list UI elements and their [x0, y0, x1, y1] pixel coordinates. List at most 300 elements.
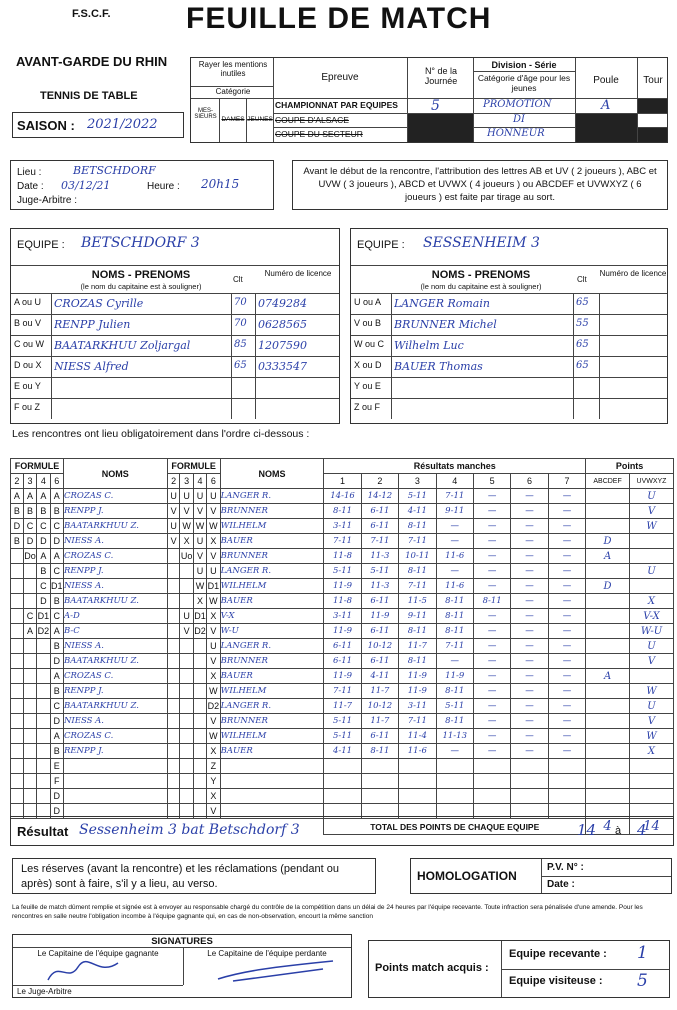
formule-letter: C — [50, 564, 63, 579]
manche-score: 8-11 — [436, 609, 473, 624]
manche-score: 6-11 — [361, 504, 398, 519]
formule-letter — [167, 654, 180, 669]
cell-divider — [231, 357, 232, 377]
formule-letter: W — [180, 519, 193, 534]
formule-letter — [37, 669, 50, 684]
player-b-name: WILHELM — [220, 519, 324, 534]
manche-score: — — [548, 714, 585, 729]
manche-score — [361, 759, 398, 774]
manche-score — [361, 774, 398, 789]
formule-letter: W — [207, 684, 220, 699]
formule-letter: D1 — [207, 579, 220, 594]
player-letter: B ou V — [14, 318, 42, 328]
formule-letter — [11, 699, 24, 714]
resultat-score-a: 14 — [577, 821, 597, 839]
formule-letter: V — [180, 504, 193, 519]
point-team-a: D — [586, 534, 630, 549]
manche-score: 9-11 — [436, 504, 473, 519]
player-a-name: B-C — [63, 624, 167, 639]
saison-box — [12, 112, 184, 138]
noms-header-right: NOMS — [220, 459, 324, 489]
team-b-player-row — [351, 398, 667, 419]
manche-score: 8-11 — [399, 564, 436, 579]
manche-score: 8-11 — [361, 744, 398, 759]
manche-score: 8-11 — [436, 624, 473, 639]
homologation-label: HOMOLOGATION — [417, 869, 517, 883]
result-row — [11, 534, 674, 549]
manche-score: — — [548, 609, 585, 624]
manche-score: 8-11 — [436, 714, 473, 729]
result-row — [11, 639, 674, 654]
juge-label: Juge-Arbitre : — [17, 195, 78, 206]
formule-letter — [37, 639, 50, 654]
manche-score — [511, 759, 548, 774]
formule-letter: D1 — [193, 609, 206, 624]
formule-letter — [11, 774, 24, 789]
formule-letter: W — [207, 519, 220, 534]
cell-divider — [573, 315, 574, 335]
manche-score: — — [473, 744, 510, 759]
team-a-player-row — [11, 335, 339, 356]
formule-letter: B — [50, 639, 63, 654]
cell-divider — [231, 315, 232, 335]
team-a-player-row — [11, 356, 339, 377]
formule-letter: V — [207, 654, 220, 669]
formule-letter: U — [207, 564, 220, 579]
formule-letter: B — [50, 594, 63, 609]
formule-letter: U — [193, 489, 206, 504]
formule-letter — [11, 684, 24, 699]
manche-score: 5-11 — [324, 564, 361, 579]
manche-score: 6-11 — [324, 639, 361, 654]
formule-letter: D — [50, 714, 63, 729]
lieu-value: BETSCHDORF — [73, 164, 156, 177]
cell-divider — [599, 399, 600, 419]
point-team-a — [586, 684, 630, 699]
jeunes-label: JEUNES — [247, 116, 273, 123]
point-team-b: X — [629, 744, 673, 759]
manche-score — [473, 759, 510, 774]
cell-divider — [255, 294, 256, 314]
formule-letter — [180, 639, 193, 654]
player-b-name: WILHELM — [220, 579, 324, 594]
manche-score: — — [473, 729, 510, 744]
sig-gagnante-label: Le Capitaine de l'équipe gagnante — [37, 949, 159, 958]
formule-letter — [180, 714, 193, 729]
team-a-player-row — [11, 377, 339, 398]
formule-letter — [37, 684, 50, 699]
manche-score: — — [548, 729, 585, 744]
player-b-name: BAUER — [220, 534, 324, 549]
manche-score: — — [511, 489, 548, 504]
heure-value: 20h15 — [201, 177, 240, 191]
player-name: CROZAS Cyrille — [54, 297, 144, 310]
player-letter: Y ou E — [354, 381, 381, 391]
formule-letter — [193, 699, 206, 714]
date-value: 03/12/21 — [61, 179, 111, 192]
result-row — [11, 489, 674, 504]
cell-divider — [231, 336, 232, 356]
formule-letter — [23, 699, 36, 714]
player-b-name: V-X — [220, 609, 324, 624]
player-a-name: NIESS A. — [63, 639, 167, 654]
result-row — [11, 714, 674, 729]
formule-letter — [11, 744, 24, 759]
point-team-b: W — [629, 729, 673, 744]
formule-letter — [11, 729, 24, 744]
formule-letter: V — [167, 504, 180, 519]
resultats-header: Résultats manches — [324, 459, 586, 474]
manche-score: — — [436, 519, 473, 534]
division-value-2: DI — [513, 114, 525, 125]
formule-letter — [23, 714, 36, 729]
formule-letter — [167, 759, 180, 774]
formule-letter — [167, 669, 180, 684]
player-b-name: LANGER R. — [220, 489, 324, 504]
cell-divider — [231, 378, 232, 398]
player-licence: 0628565 — [258, 318, 307, 331]
manche-score — [548, 759, 585, 774]
cell-divider — [51, 336, 52, 356]
result-row — [11, 594, 674, 609]
manche-score: 11-6 — [436, 579, 473, 594]
formule-letter: C — [50, 519, 63, 534]
category-box — [190, 57, 668, 143]
cell-divider — [255, 315, 256, 335]
player-b-name: W-U — [220, 624, 324, 639]
player-a-name: BAATARKHUU Z. — [63, 699, 167, 714]
manche-score: — — [548, 699, 585, 714]
manche-score: 5-11 — [399, 489, 436, 504]
manche-score: 7-11 — [324, 684, 361, 699]
player-b-name: LANGER R. — [220, 699, 324, 714]
formule-letter — [180, 594, 193, 609]
team-a-clt-header: Clt — [233, 275, 243, 284]
formule-col-num: 3 — [23, 474, 36, 489]
pv-label: P.V. N° : — [547, 862, 584, 873]
formule-letter: Uo — [180, 549, 193, 564]
formule-letter — [193, 684, 206, 699]
formule-letter — [37, 714, 50, 729]
manche-score: 6-11 — [361, 594, 398, 609]
manche-score: 11-9 — [324, 624, 361, 639]
player-letter: Z ou F — [354, 402, 381, 412]
player-a-name: BAATARKHUU Z. — [63, 519, 167, 534]
team-b-player-row — [351, 377, 667, 398]
categorie-age-header: Catégorie d'âge pour les jeunes — [477, 73, 571, 93]
manche-score: — — [436, 654, 473, 669]
formule-letter: X — [193, 594, 206, 609]
manche-score: 11-9 — [324, 669, 361, 684]
signature-gagnante-mark — [43, 955, 123, 985]
manche-score: — — [473, 504, 510, 519]
cell-divider — [599, 336, 600, 356]
manche-score: 7-11 — [399, 579, 436, 594]
order-note: Les rencontres ont lieu obligatoirement dans l'ordre ci-dessous : — [12, 428, 310, 440]
formule-letter: U — [207, 639, 220, 654]
cell-divider — [391, 378, 392, 398]
resultat-score-b: 4 — [637, 821, 647, 839]
poule-header: Poule — [593, 75, 619, 86]
result-row — [11, 579, 674, 594]
team-b-player-row — [351, 335, 667, 356]
manche-score — [511, 789, 548, 804]
team-a-player-row — [11, 314, 339, 335]
point-team-b — [629, 789, 673, 804]
club-name: AVANT-GARDE DU RHIN — [16, 54, 168, 69]
cell-divider — [231, 294, 232, 314]
formule-letter: V — [207, 504, 220, 519]
signature-perdante-mark — [213, 957, 343, 985]
formule-letter: U — [167, 519, 180, 534]
manche-score: 8-11 — [399, 654, 436, 669]
formule-letter — [37, 789, 50, 804]
point-team-b: W — [629, 519, 673, 534]
team-a-player-row — [11, 293, 339, 314]
manche-score: 14-12 — [361, 489, 398, 504]
epreuve-championnat: CHAMPIONNAT PAR EQUIPES — [275, 100, 398, 110]
formule-letter: D2 — [207, 699, 220, 714]
signatures-box — [12, 934, 352, 998]
player-letter: E ou Y — [14, 381, 41, 391]
formule-letter — [167, 564, 180, 579]
formule-letter — [11, 789, 24, 804]
result-row — [11, 774, 674, 789]
formule-letter — [23, 564, 36, 579]
formule-letter — [180, 684, 193, 699]
formule-letter: U — [180, 489, 193, 504]
manche-score: 7-11 — [436, 639, 473, 654]
team-b-player-row — [351, 314, 667, 335]
point-team-b: W-U — [629, 624, 673, 639]
manche-score — [473, 789, 510, 804]
formule-letter: D1 — [50, 579, 63, 594]
formule-letter — [193, 639, 206, 654]
point-team-b — [629, 534, 673, 549]
cell-divider — [391, 294, 392, 314]
manche-score: — — [511, 714, 548, 729]
manche-score — [399, 774, 436, 789]
manche-score — [399, 789, 436, 804]
manche-score: — — [511, 729, 548, 744]
formule-letter: W — [207, 729, 220, 744]
manche-col-num: 4 — [436, 474, 473, 489]
player-clt: 65 — [576, 339, 589, 350]
manche-score: — — [473, 654, 510, 669]
player-clt: 65 — [576, 297, 589, 308]
manche-score — [324, 789, 361, 804]
manche-score: 11-4 — [399, 729, 436, 744]
manche-score: 11-8 — [324, 549, 361, 564]
formule-letter — [167, 729, 180, 744]
cell-divider — [573, 336, 574, 356]
formule-col-num: 4 — [193, 474, 206, 489]
resultat-label: Résultat — [17, 824, 69, 839]
sport-name: TENNIS DE TABLE — [40, 90, 138, 102]
formule-letter — [37, 699, 50, 714]
manche-score: 6-11 — [361, 729, 398, 744]
player-clt: 85 — [234, 339, 247, 350]
journee-value: 5 — [431, 98, 440, 114]
manche-score — [436, 774, 473, 789]
player-a-name: RENPP J. — [63, 564, 167, 579]
points-match-box — [368, 940, 670, 998]
formule-letter — [180, 729, 193, 744]
formule-letter — [11, 549, 24, 564]
point-team-b: X — [629, 594, 673, 609]
signatures-title: SIGNATURES — [151, 936, 213, 947]
homologation-date-label: Date : — [547, 879, 575, 890]
formule-letter: D — [50, 534, 63, 549]
player-a-name: CROZAS C. — [63, 489, 167, 504]
team-b-name: SESSENHEIM 3 — [423, 235, 540, 251]
manche-score: — — [511, 579, 548, 594]
formule-letter — [167, 639, 180, 654]
cell-divider — [599, 294, 600, 314]
formule-letter: A — [37, 489, 50, 504]
date-label: Date : — [17, 181, 44, 192]
manche-score: — — [548, 624, 585, 639]
manche-score: 4-11 — [324, 744, 361, 759]
team-b-noms-header: NOMS - PRENOMS — [431, 269, 531, 281]
team-a-box — [10, 228, 340, 424]
formule-letter — [23, 759, 36, 774]
formule-letter: V — [207, 714, 220, 729]
manche-score: — — [548, 654, 585, 669]
formule-letter — [167, 789, 180, 804]
player-name: BAUER Thomas — [394, 360, 483, 373]
cell-divider — [391, 315, 392, 335]
formule-letter — [193, 729, 206, 744]
epreuve-coupe-secteur: COUPE DU SECTEUR — [275, 129, 363, 139]
team-b-licence-header: Numéro de licence — [599, 269, 667, 278]
cell-divider — [599, 357, 600, 377]
manche-score: — — [473, 624, 510, 639]
manche-score: 8-11 — [473, 594, 510, 609]
cell-divider — [391, 357, 392, 377]
result-row — [11, 609, 674, 624]
formule-letter: D — [50, 789, 63, 804]
manche-score: — — [548, 669, 585, 684]
categorie-header: Catégorie — [215, 87, 251, 96]
manche-score: — — [436, 534, 473, 549]
manche-score: — — [548, 564, 585, 579]
formule-letter — [11, 714, 24, 729]
total-team-a: 4 — [586, 819, 630, 835]
manche-score: — — [511, 654, 548, 669]
formule-letter: V — [193, 549, 206, 564]
formule-col-num: 6 — [50, 474, 63, 489]
formule-letter — [23, 654, 36, 669]
point-team-a — [586, 489, 630, 504]
point-team-b — [629, 759, 673, 774]
player-a-name: BAATARKHUU Z. — [63, 654, 167, 669]
formule-letter: D2 — [193, 624, 206, 639]
point-team-a — [586, 774, 630, 789]
manche-score: — — [548, 639, 585, 654]
manche-score: 3-11 — [399, 699, 436, 714]
recevante-value: 1 — [637, 943, 648, 963]
formule-letter — [180, 579, 193, 594]
manche-score: — — [473, 669, 510, 684]
points-header: Points — [586, 459, 674, 474]
player-a-name: A-D — [63, 609, 167, 624]
formule-letter — [167, 714, 180, 729]
result-row — [11, 759, 674, 774]
result-row — [11, 504, 674, 519]
player-a-name: RENPP J. — [63, 744, 167, 759]
manche-score: 6-11 — [361, 519, 398, 534]
manche-score: 11-6 — [436, 549, 473, 564]
cell-divider — [51, 294, 52, 314]
formule-letter — [193, 789, 206, 804]
point-team-a — [586, 759, 630, 774]
recevante-label: Equipe recevante : — [509, 948, 607, 960]
manche-score: — — [511, 534, 548, 549]
point-team-b: V — [629, 504, 673, 519]
formule-letter: X — [207, 744, 220, 759]
player-clt: 55 — [576, 318, 589, 329]
team-b-player-row — [351, 356, 667, 377]
player-letter: U ou A — [354, 297, 382, 307]
formule-letter — [23, 669, 36, 684]
division-value-1: PROMOTION — [483, 99, 552, 110]
formule-letter: D2 — [37, 624, 50, 639]
formule-letter: A — [50, 624, 63, 639]
point-team-b: U — [629, 489, 673, 504]
sig-juge-label: Le Juge-Arbitre — [17, 987, 72, 996]
manche-col-num: 7 — [548, 474, 585, 489]
visiteuse-value: 5 — [637, 971, 648, 991]
manche-score: — — [548, 549, 585, 564]
formule-letter: Z — [207, 759, 220, 774]
player-clt: 70 — [234, 297, 247, 308]
cell-divider — [255, 399, 256, 419]
manche-score: 8-11 — [324, 504, 361, 519]
formule-letter — [167, 549, 180, 564]
player-b-name — [220, 789, 324, 804]
manche-score: — — [511, 699, 548, 714]
player-b-name: BRUNNER — [220, 504, 324, 519]
formule-letter — [23, 684, 36, 699]
attribution-notice: Avant le début de la rencontre, l'attribution des lettres AB et UV ( 2 joueurs ), ABC et UVW ( 3 joueurs ), ABCD et UVWX ( 4 joueurs ) ou ABCDEF et UVWXYZ ( 6 joueurs ) est faite par tirage au sort. — [292, 160, 668, 210]
player-a-name: CROZAS C. — [63, 729, 167, 744]
manche-score: — — [473, 714, 510, 729]
formule-letter — [11, 669, 24, 684]
manche-score: 4-11 — [399, 504, 436, 519]
point-team-b: V — [629, 714, 673, 729]
player-a-name: NIESS A. — [63, 714, 167, 729]
player-a-name: RENPP J. — [63, 684, 167, 699]
point-team-a — [586, 789, 630, 804]
fscf-label: F.S.C.F. — [72, 8, 111, 20]
player-b-name: BAUER — [220, 669, 324, 684]
division-value-3: HONNEUR — [487, 128, 545, 139]
saison-label: SAISON : — [17, 118, 75, 133]
point-team-b — [629, 669, 673, 684]
team-a-roster — [11, 293, 339, 419]
manche-score: — — [511, 609, 548, 624]
manche-score: — — [511, 684, 548, 699]
formule-letter — [167, 699, 180, 714]
manche-score: — — [473, 549, 510, 564]
manche-score: — — [473, 699, 510, 714]
formule-letter — [180, 789, 193, 804]
formule-letter: B — [37, 564, 50, 579]
manche-score: 10-12 — [361, 639, 398, 654]
point-team-a — [586, 594, 630, 609]
dames-label: DAMES — [221, 116, 245, 123]
